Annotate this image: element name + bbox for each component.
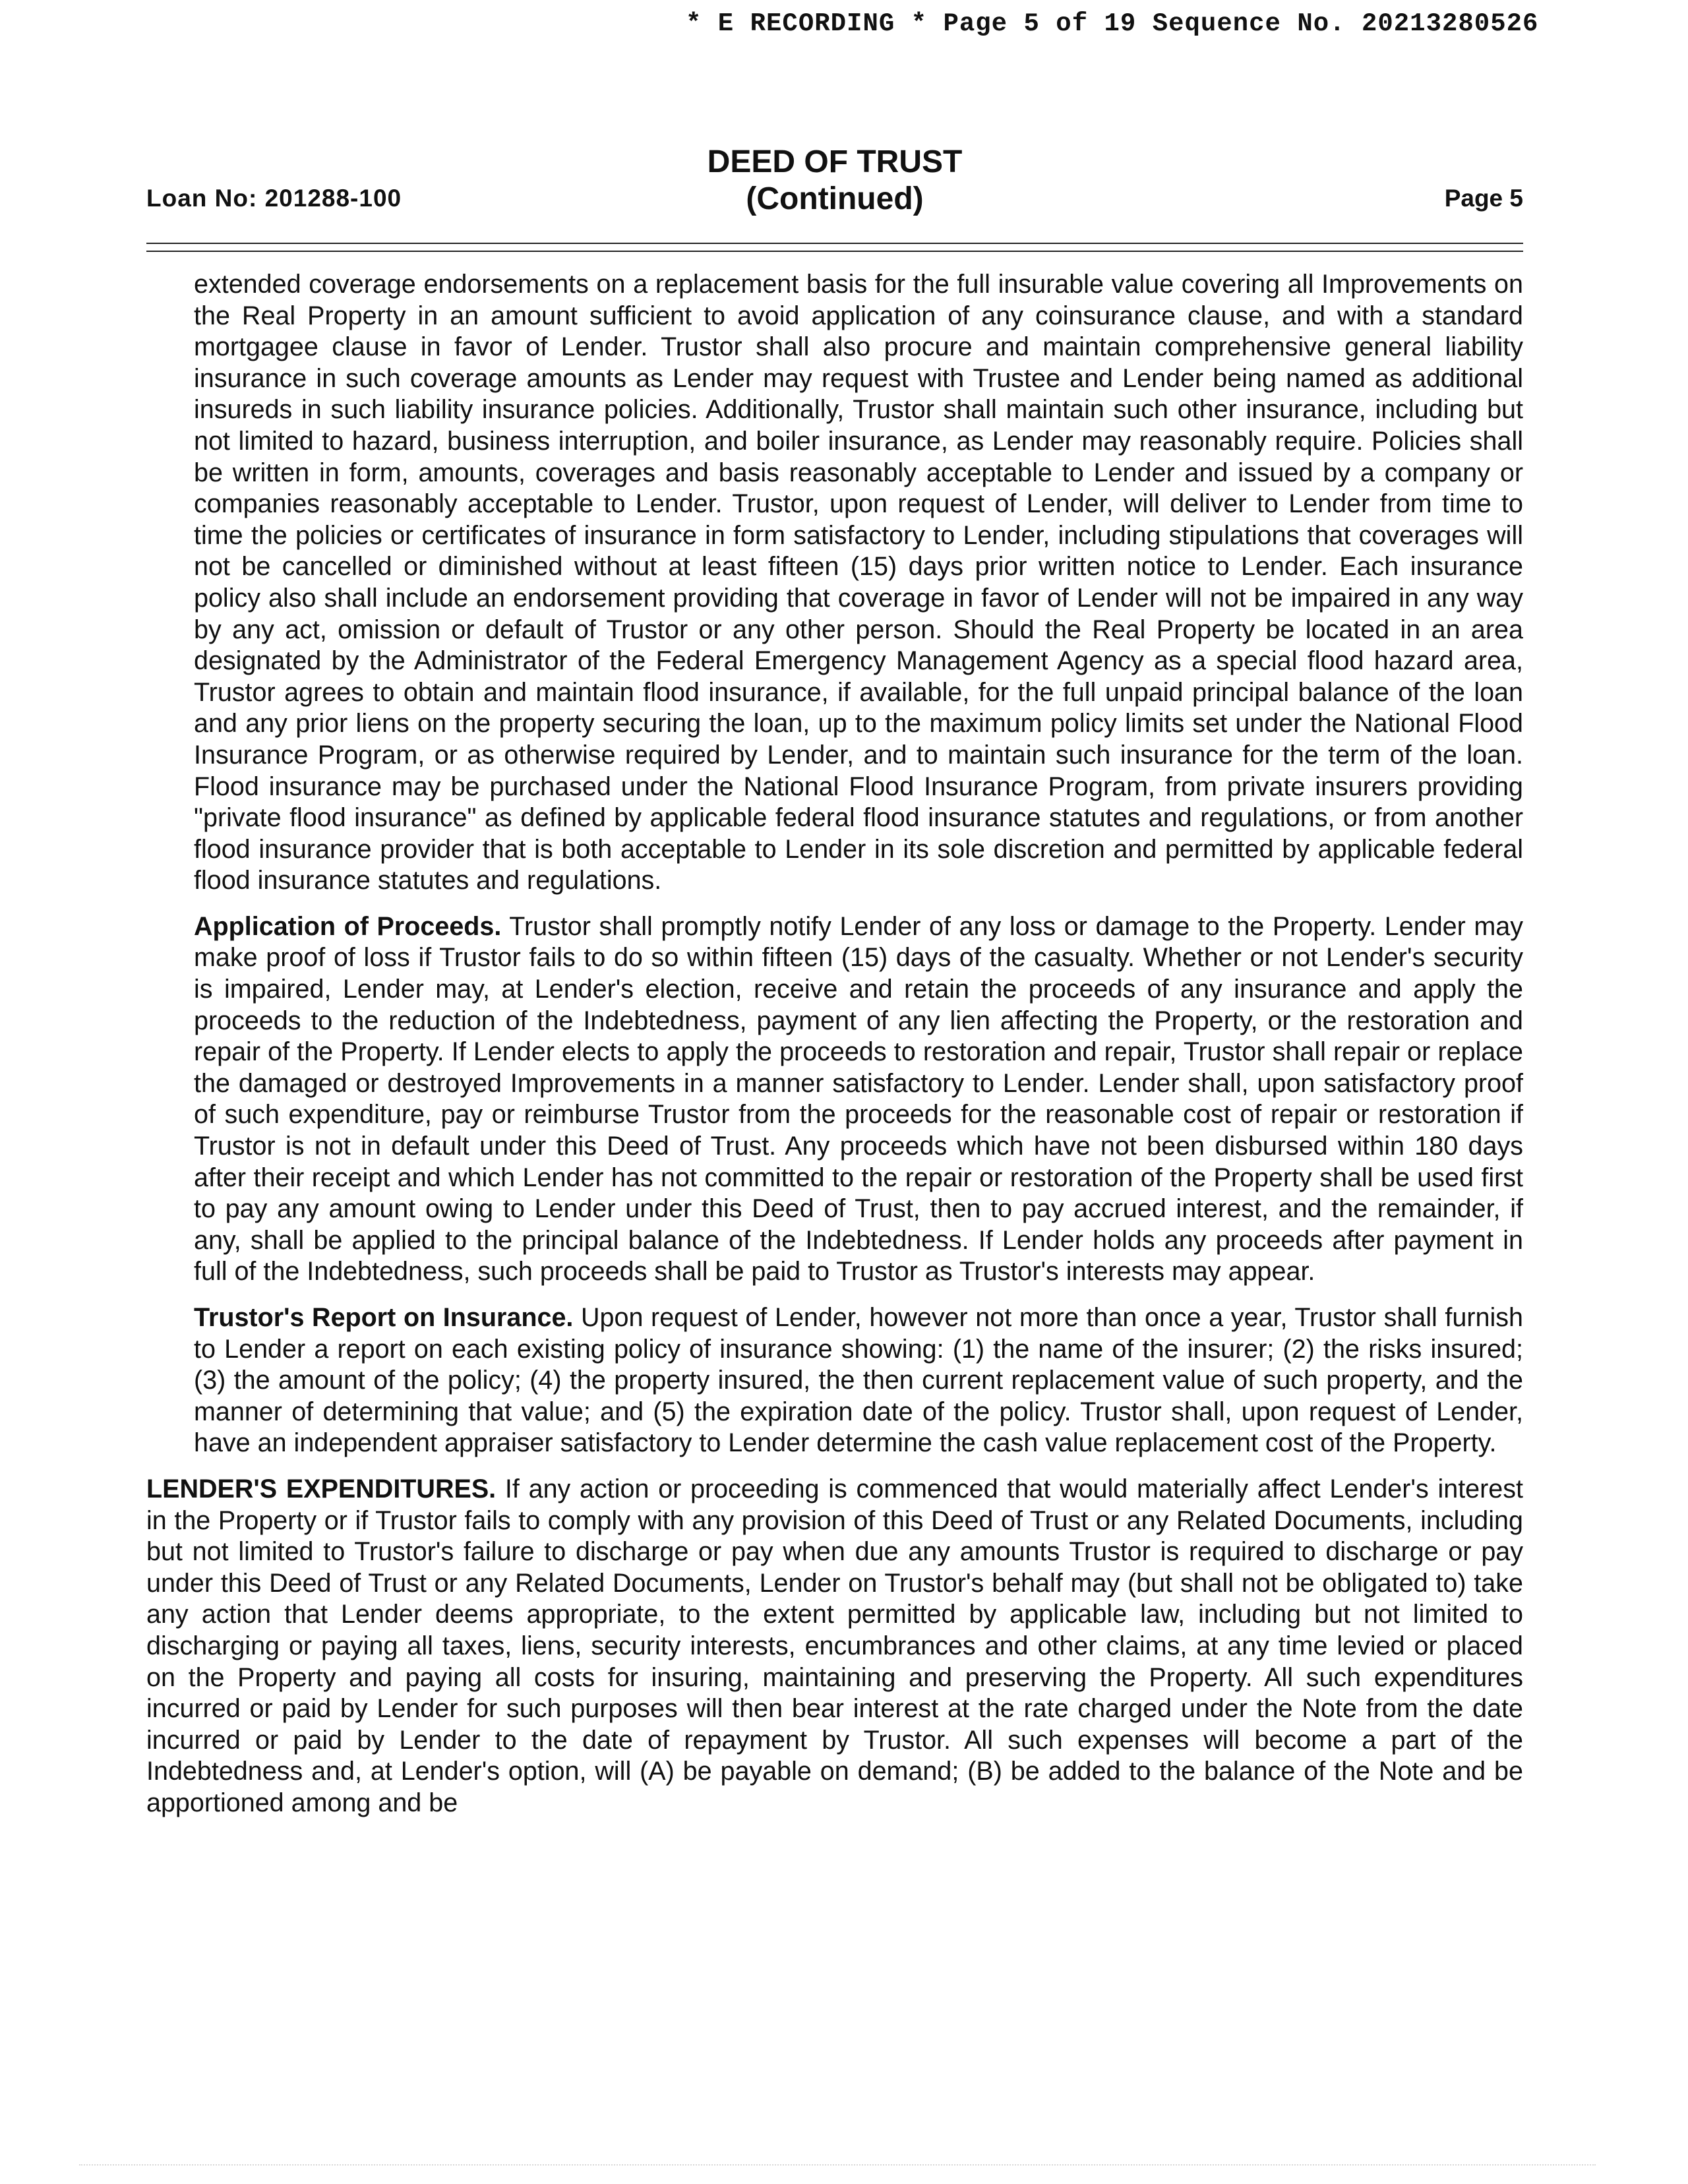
- document-subtitle: (Continued): [746, 181, 924, 216]
- section-heading: Trustor's Report on Insurance.: [194, 1303, 574, 1332]
- application-of-proceeds-paragraph: [194, 911, 1523, 1288]
- trustors-report-paragraph: [194, 1302, 1523, 1459]
- header-divider-bottom: [146, 251, 1523, 252]
- section-body: Trustor shall promptly notify Lender of any loss or damage to the Property. Lender may make proof of loss if Trustor fails to do so within fifteen (15) days of the casualty. Whether or not Lender's security is impaired, Lender may, at Lender's election, receive and retain the proceeds of any insurance and apply the proceeds to the reduction of the Indebtedness, payment of any lien affecting the Property, or the restoration and repair of the Property. If Lender elects to apply the proceeds to restoration and repair, Trustor shall repair or replace the damaged or destroyed Improvements in a manner satisfactory to Lender. Lender shall, upon satisfactory proof of such expenditure, pay or reimburse Trustor from the proceeds for the reasonable cost of repair or restoration if Trustor is not in default under this Deed of Trust. Any proceeds which have not been disbursed within 180 days after their receipt and which Lender has not committed to the repair or restoration of the Property shall be used first to pay any amount owing to Lender under this Deed of Trust, then to pay accrued interest, and the remainder, if any, shall be applied to the principal balance of the Indebtedness. If Lender holds any proceeds after payment in full of the Indebtedness, such proceeds shall be paid to Trustor as Trustor's interests may appear.: [194, 911, 1524, 1287]
- recording-stamp: * E RECORDING * Page 5 of 19 Sequence No. 20213280526: [686, 9, 1539, 38]
- document-body: [146, 269, 1523, 1819]
- page-header: [146, 144, 1523, 216]
- header-divider-top: [146, 243, 1523, 244]
- lenders-expenditures-paragraph: [146, 1474, 1523, 1819]
- loan-number: Loan No: 201288-100: [146, 185, 402, 212]
- section-heading: LENDER'S EXPENDITURES.: [146, 1474, 497, 1503]
- page-number: Page 5: [1444, 185, 1523, 212]
- continuation-paragraph: extended coverage endorsements on a replacement basis for the full insurable value covering all Improvements on the Real Property in an amount sufficient to avoid application of any coinsurance clause, and with a standard mortgagee clause in favor of Lender. Trustor shall also procure and maintain comprehensive general liability insurance in such coverage amounts as Lender may request with Trustee and Lender being named as additional insureds in such liability insurance policies. Additionally, Trustor shall maintain such other insurance, including but not limited to hazard, business interruption, and boiler insurance, as Lender may reasonably require. Policies shall be written in form, amounts, coverages and basis reasonably acceptable to Lender and issued by a company or companies reasonably acceptable to Lender. Trustor, upon request of Lender, will deliver to Lender from time to time the policies or certificates of insurance in form satisfactory to Lender, including stipulations that coverages will not be cancelled or diminished without at least fifteen (15) days prior written notice to Lender. Each insurance policy also shall include an endorsement providing that coverage in favor of Lender will not be impaired in any way by any act, omission or default of Trustor or any other person. Should the Real Property be located in an area designated by the Administrator of the Federal Emergency Management Agency as a special flood hazard area, Trustor agrees to obtain and maintain flood insurance, if available, for the full unpaid principal balance of the loan and any prior liens on the property securing the loan, up to the maximum policy limits set under the National Flood Insurance Program, or as otherwise required by Lender, and to maintain such insurance for the term of the loan. Flood insurance may be purchased under the National Flood Insurance Program, from private insurers providing "private flood insurance" as defined by applicable federal flood insurance statutes and regulations, or from another flood insurance provider that is both acceptable to Lender in its sole discretion and permitted by applicable federal flood insurance statutes and regulations.: [194, 270, 1523, 895]
- scan-artifact-line: [79, 2164, 1596, 2166]
- document-title: DEED OF TRUST: [707, 144, 963, 179]
- section-body: Upon request of Lender, however not more than once a year, Trustor shall furnish to Lender a report on each existing policy of insurance showing: (1) the name of the insurer; (2) the risks insured; (3) the amount of the policy; (4) the property insured, the then current replacement value of such property, and the manner of determining that value; and (5) the expiration date of the policy. Trustor shall, upon request of Lender, have an independent appraiser satisfactory to Lender determine the cash value replacement cost of the Property.: [194, 1303, 1523, 1458]
- section-body: If any action or proceeding is commenced that would materially affect Lender's interest in the Property or if Trustor fails to comply with any provision of this Deed of Trust or any Related Documents, including but not limited to Trustor's failure to discharge or pay when due any amounts Trustor is required to discharge or pay under this Deed of Trust or any Related Documents, Lender on Trustor's behalf may (but shall not be obligated to) take any action that Lender deems appropriate, to the extent permitted by applicable law, including but not limited to discharging or paying all taxes, liens, security interests, encumbrances and other claims, at any time levied or placed on the Property and paying all costs for insuring, maintaining and preserving the Property. All such expenditures incurred or paid by Lender for such purposes will then bear interest at the rate charged under the Note from the date incurred or paid by Lender to the date of repayment by Trustor. All such expenses will become a part of the Indebtedness and, at Lender's option, will (A) be payable on demand; (B) be added to the balance of the Note and be apportioned among and be: [146, 1474, 1523, 1817]
- section-heading: Application of Proceeds.: [194, 911, 502, 941]
- document-title-block: [146, 144, 1523, 218]
